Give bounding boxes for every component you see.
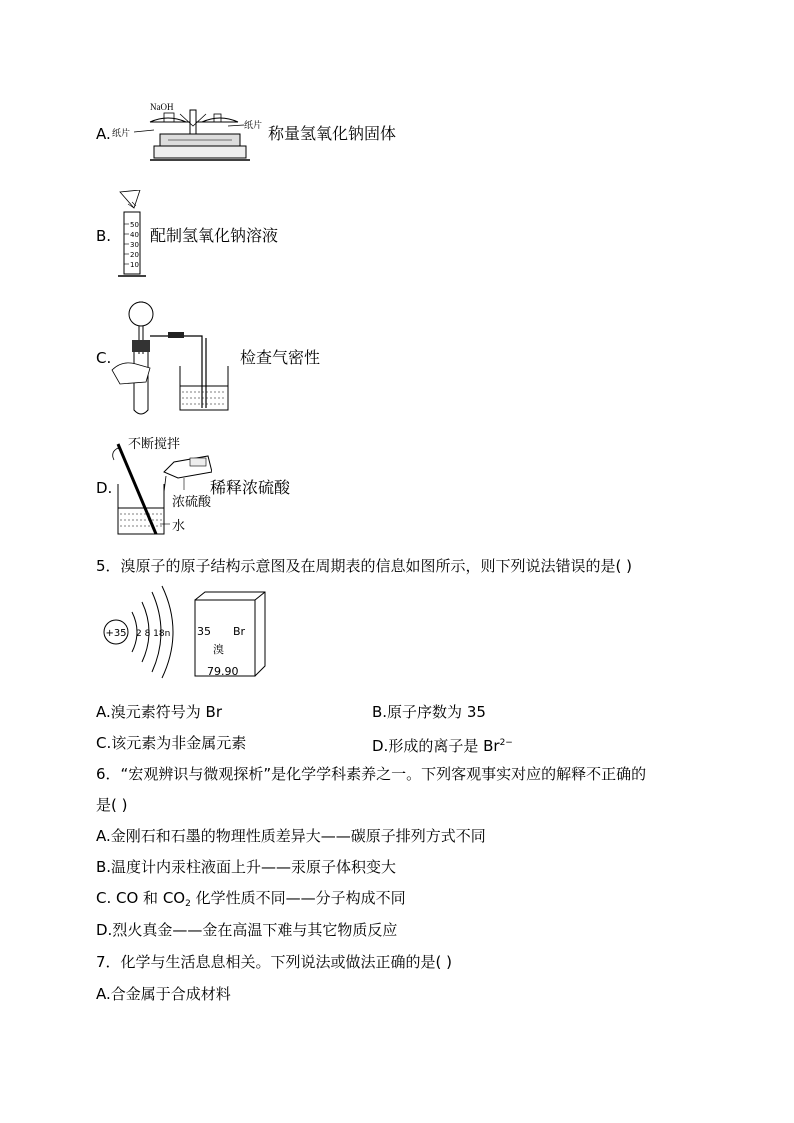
option-c-desc: 检查气密性 <box>240 348 321 367</box>
q6-option-d: D.烈火真金——金在高温下难与其它物质反应 <box>96 921 398 939</box>
q6-option-c-pre: C. CO 和 <box>96 889 163 907</box>
option-d-letter: D. <box>96 479 113 497</box>
q6-option-c-post: 化学性质不同——分子构成不同 <box>190 889 406 907</box>
q5-option-d <box>372 733 513 756</box>
mark-30: 30 <box>130 241 139 249</box>
q7-option-a: A.合金属于合成材料 <box>96 985 231 1003</box>
co2-formula: CO <box>162 889 186 907</box>
q5-option-d-text: D.形成的离子是 <box>372 737 484 755</box>
paper-right-label: 纸片 <box>244 121 263 131</box>
q6-stem-line2: 是( ) <box>96 796 128 814</box>
acid-label: 浓硫酸 <box>172 495 212 510</box>
element-name: 溴 <box>213 643 224 656</box>
option-b-desc: 配制氢氧化钠溶液 <box>150 226 279 245</box>
airtight-figure <box>108 298 233 418</box>
option-d-desc: 稀释浓硫酸 <box>210 478 291 497</box>
option-b-letter: B. <box>96 227 112 245</box>
water-label: 水 <box>172 519 186 534</box>
atomic-number: 35 <box>197 625 211 638</box>
naoh-label: NaOH <box>150 102 174 112</box>
ion-charge: 2− <box>499 738 513 748</box>
mark-10: 10 <box>130 261 139 269</box>
option-a-desc: 称量氢氧化钠固体 <box>268 124 397 143</box>
q5-option-c: C.该元素为非金属元素 <box>96 734 247 752</box>
mark-40: 40 <box>130 231 139 239</box>
stir-label: 不断搅拌 <box>128 437 181 452</box>
q6-option-a: A.金刚石和石墨的物理性质差异大——碳原子排列方式不同 <box>96 827 486 845</box>
q5-stem: 5．溴原子的原子结构示意图及在周期表的信息如图所示，则下列说法错误的是( ) <box>96 557 633 575</box>
nucleus-charge: +35 <box>105 628 127 639</box>
q6-option-b: B.温度计内汞柱液面上升——汞原子体积变大 <box>96 858 397 876</box>
option-a-letter: A. <box>96 125 111 143</box>
q5-option-a: A.溴元素符号为 Br <box>96 703 222 721</box>
balance-figure <box>110 100 270 168</box>
atomic-mass: 79.90 <box>207 665 239 678</box>
dilution-figure <box>108 432 212 542</box>
element-card <box>193 598 259 682</box>
mark-50: 50 <box>130 221 139 229</box>
ion-symbol: Br <box>483 737 500 755</box>
q6-stem-line1: 6．“宏观辨识与微观探析”是化学学科素养之一。下列客观事实对应的解释不正确的 <box>96 765 647 783</box>
shell-electrons: 2 8 18n <box>136 629 171 639</box>
element-symbol: Br <box>233 625 246 638</box>
option-c-letter: C. <box>96 349 112 367</box>
q7-stem: 7．化学与生活息息相关。下列说法或做法正确的是( ) <box>96 953 453 971</box>
mark-20: 20 <box>130 251 139 259</box>
paper-left-label: 纸片 <box>112 129 131 139</box>
cylinder-figure <box>114 190 150 282</box>
co2-subscript: 2 <box>185 899 191 909</box>
q6-option-c <box>96 888 406 914</box>
q5-option-b: B.原子序数为 35 <box>372 703 486 721</box>
atom-structure-diagram <box>100 582 190 682</box>
